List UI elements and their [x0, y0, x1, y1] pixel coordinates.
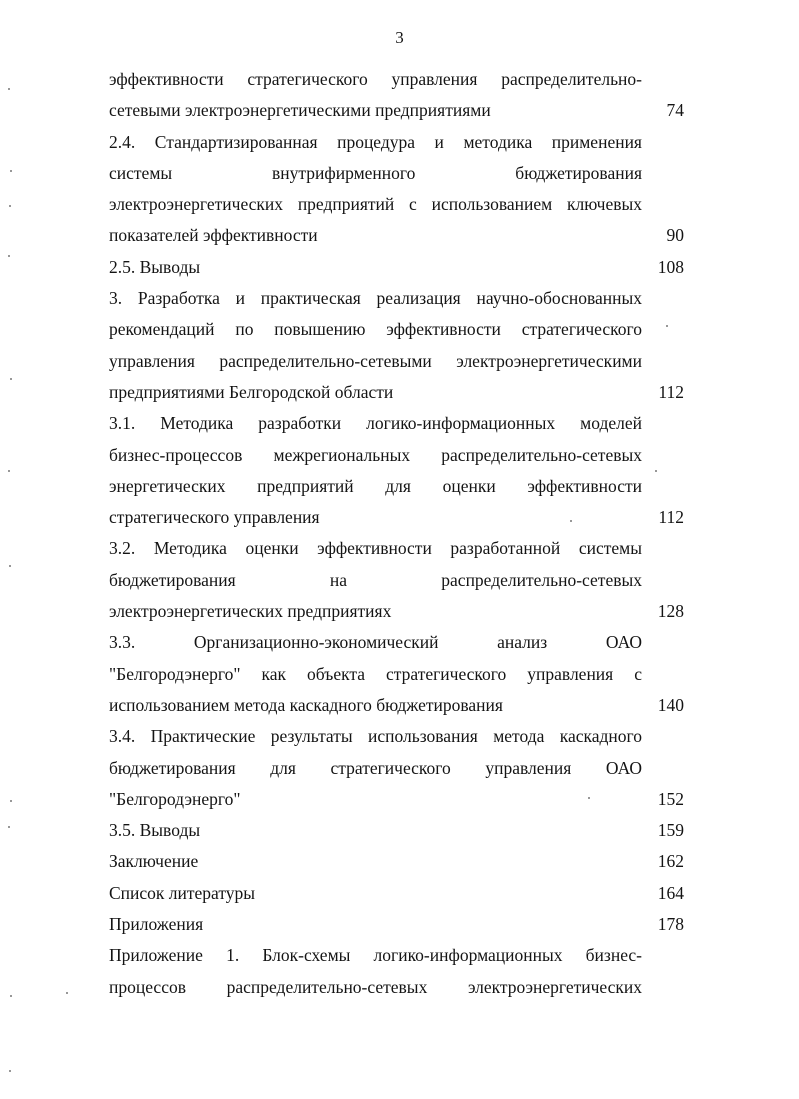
toc-line	[109, 377, 684, 408]
scan-speck	[666, 325, 668, 327]
toc-line	[109, 408, 684, 439]
toc-line	[109, 64, 684, 95]
toc-page-number: 162	[657, 851, 684, 872]
toc-line-text: использованием метода каскадного бюджетирования	[109, 694, 503, 715]
toc-page-number: 90	[666, 225, 684, 246]
toc-line	[109, 909, 684, 940]
toc-line	[109, 252, 684, 283]
toc-line	[109, 95, 684, 126]
toc-line	[109, 127, 684, 158]
scan-speck	[9, 1070, 11, 1072]
toc-line-text: 2.5. Выводы	[109, 256, 201, 277]
toc-line-text: 3.4. Практические результаты использования метода каскадного	[109, 726, 642, 747]
toc-line-text: 3.2. Методика оценки эффективности разработанной системы	[109, 538, 642, 559]
scan-speck	[10, 995, 12, 997]
scan-speck	[9, 565, 11, 567]
scan-speck	[8, 470, 10, 472]
toc-line-text: "Белгородэнерго"	[109, 788, 241, 809]
toc-line	[109, 721, 684, 752]
toc-line-text: Список литературы	[109, 882, 256, 903]
toc-line-text: эффективности стратегического управления распределительно-	[109, 69, 642, 89]
toc-line	[109, 659, 684, 690]
toc-line-text: "Белгородэнерго" как объекта стратегического управления с	[109, 663, 642, 684]
toc-page-number: 164	[657, 882, 684, 903]
scan-speck	[9, 205, 11, 207]
table-of-contents	[109, 64, 684, 1003]
scan-speck	[8, 826, 10, 828]
toc-line-text: 2.4. Стандартизированная процедура и методика применения	[109, 131, 642, 152]
toc-page-number: 112	[658, 507, 684, 528]
toc-line	[109, 846, 684, 877]
toc-line	[109, 440, 684, 471]
toc-page-number: 159	[657, 820, 684, 841]
toc-line-text: стратегического управления	[109, 507, 320, 528]
toc-line-text: Приложения	[109, 914, 204, 935]
toc-line-text: 3.1. Методика разработки логико-информационных моделей	[109, 413, 642, 434]
toc-line	[109, 502, 684, 533]
toc-line	[109, 940, 684, 971]
toc-line-text: энергетических предприятий для оценки эффективности	[109, 475, 642, 496]
toc-page-number: 152	[657, 788, 684, 809]
toc-line	[109, 690, 684, 721]
toc-page-number: 108	[657, 256, 684, 277]
toc-line-text: бюджетирования на распределительно-сетевых	[109, 569, 642, 590]
toc-line	[109, 189, 684, 220]
toc-line-text: 3. Разработка и практическая реализация научно-обоснованных	[109, 288, 642, 309]
toc-line-text: электроэнергетических предприятиях	[109, 601, 392, 622]
toc-line	[109, 596, 684, 627]
page-number: 3	[395, 28, 404, 47]
toc-line	[109, 972, 684, 1003]
toc-line	[109, 471, 684, 502]
toc-line	[109, 565, 684, 596]
toc-line	[109, 533, 684, 564]
toc-line-text: 3.5. Выводы	[109, 820, 201, 841]
scan-speck	[10, 378, 12, 380]
toc-line-text: системы внутрифирменного бюджетирования	[109, 162, 642, 183]
toc-line	[109, 878, 684, 909]
toc-page-number: 74	[666, 100, 684, 121]
scan-speck	[10, 800, 12, 802]
toc-line	[109, 283, 684, 314]
toc-line-text: электроэнергетических предприятий с использованием ключевых	[109, 194, 642, 215]
toc-line	[109, 220, 684, 251]
scan-speck	[8, 88, 10, 90]
toc-line	[109, 314, 684, 345]
scan-speck	[8, 255, 10, 257]
toc-page-number: 140	[657, 694, 684, 715]
toc-line	[109, 346, 684, 377]
scan-speck	[655, 470, 657, 472]
toc-line-text: бизнес-процессов межрегиональных распределительно-сетевых	[109, 444, 642, 465]
scan-speck	[570, 520, 572, 522]
toc-line	[109, 784, 684, 815]
toc-line	[109, 753, 684, 784]
toc-line-text: показателей эффективности	[109, 225, 318, 246]
scan-speck	[588, 797, 590, 799]
toc-line-text: 3.3. Организационно-экономический анализ ОАО	[109, 632, 642, 653]
toc-line-text: Заключение	[109, 851, 199, 872]
toc-line-text: рекомендаций по повышению эффективности стратегического	[109, 319, 642, 340]
toc-page-number: 178	[657, 914, 684, 935]
toc-line-text: предприятиями Белгородской области	[109, 381, 394, 402]
toc-line-text: управления распределительно-сетевыми электроэнергетическими	[109, 350, 642, 371]
toc-line	[109, 815, 684, 846]
toc-page-number: 112	[658, 381, 684, 402]
toc-line-text: бюджетирования для стратегического управления ОАО	[109, 757, 642, 778]
scan-speck	[66, 992, 68, 994]
toc-line	[109, 158, 684, 189]
toc-line-text: Приложение 1. Блок-схемы логико-информационных бизнес-	[109, 945, 642, 966]
toc-line	[109, 627, 684, 658]
toc-line-text: сетевыми электроэнергетическими предприятиями	[109, 100, 491, 121]
toc-line-text: процессов распределительно-сетевых электроэнергетических	[109, 976, 642, 997]
scan-speck	[10, 170, 12, 172]
toc-page-number: 128	[657, 601, 684, 622]
